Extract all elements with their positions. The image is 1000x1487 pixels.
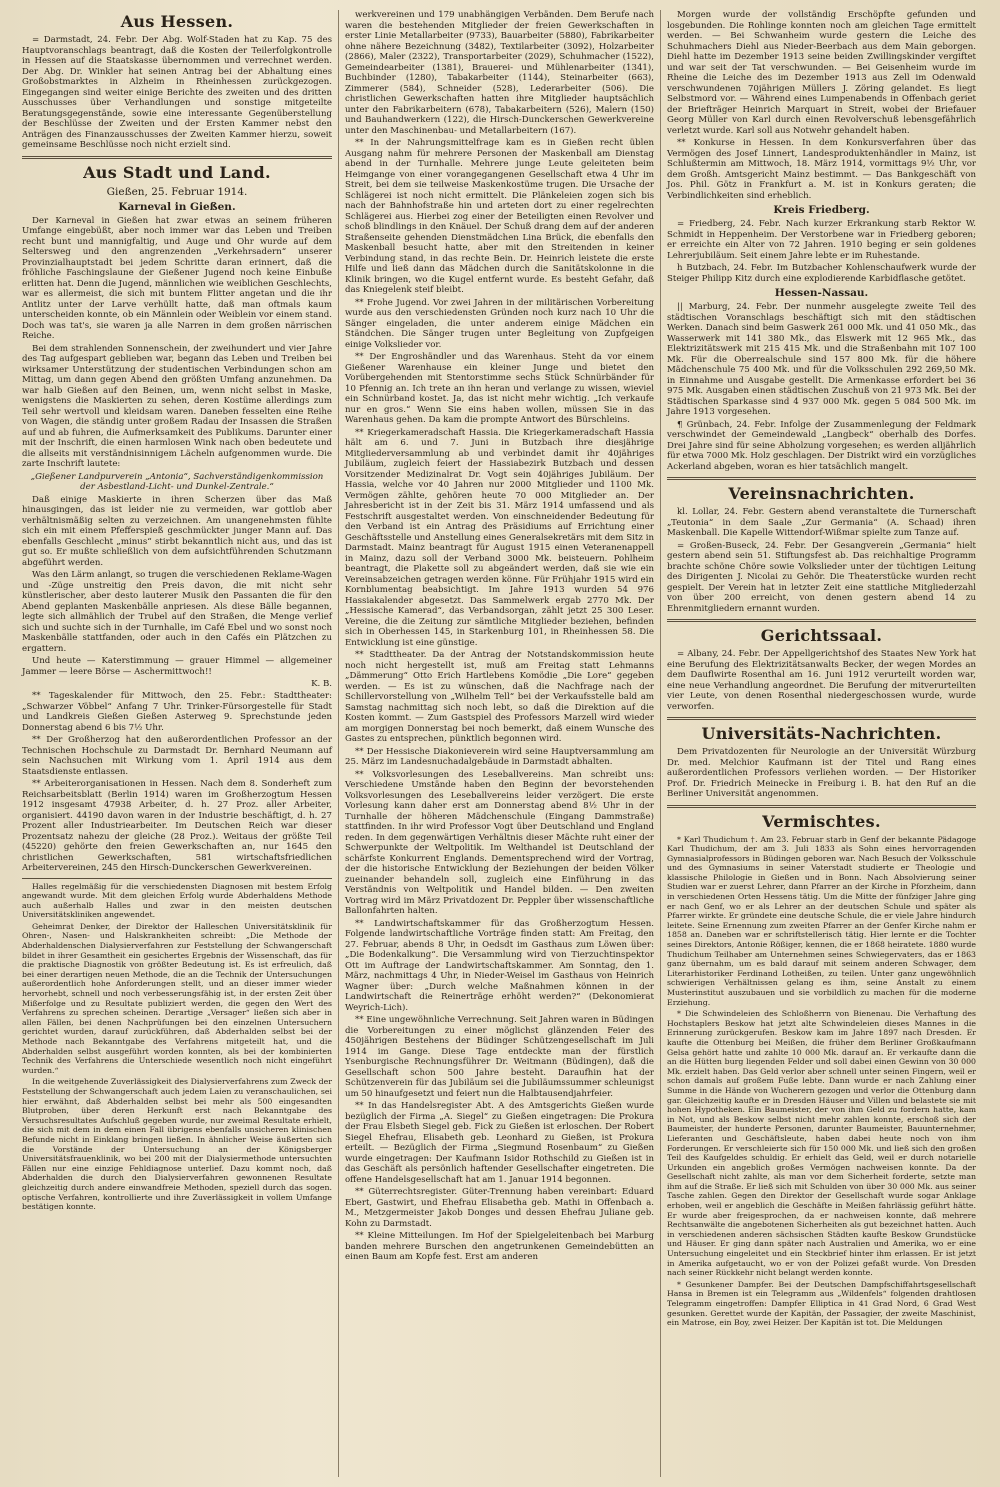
article-paragraph: In die weitgehende Zuverlässigkeit des Dialysierverfahrens zum Zweck der Feststellung der Schwangerschaft auch jedem Laien zu veranschaulichen, sei hier erwähnt, daß Abderhalden selbst bei mehr als 500 eingesandten Blutproben, über deren Herkunft erst nach Bekanntgabe des Versuchsresultates Aufschluß gegeben wurde, nur zweimal Resultate erhielt, die sich mit dem in dem einen Fall übrigens ebenfalls unsicheren klinischen Befunde nicht in Einklang bringen ließen. In ähnlicher Weise äußerten sich die Vorstände der Untersuchung an der Königsberger Universitätsfrauenklinik, wo bei 200 mit der Dialysiermethode untersuchten Fällen nur eine einzige Fehldiagnose unterlief. Dazu kommt noch, daß Abderhalden die durch den Dialysierverfahren gewonnenen Resultate gleichzeitig durch andere einwandfreie Methoden, speziell durch das sogen. optische Verfahren, kontrollierte und ihre Zuverlässigkeit in vollem Umfange bestätigen konnte. <box>22 1077 332 1212</box>
article-paragraph: ** Landwirtschaftskammer für das Großherzogtum Hessen. Folgende landwirtschaftliche Vorträge finden statt: Am Freitag, den 27. Februar, abends 8 Uhr, in Oedsdt im Gasthaus zum Löwen über: „Die Bodenkalkung“. Die Versammlung wird von Tierzuchtinspektor Ott im Auftrage der Landwirtschaftskammer. Am Sonntag, den 1. März, nachmittags 4 Uhr, in Nieder-Weisel im Gasthaus von Heinrich Wagner über: „Durch welche Maßnahmen können in der Landwirtschaft die Reinerträge erhöht werden?“ (Dekonomierat Weyrich-Lich). <box>345 918 654 1013</box>
article-paragraph: ** Kleine Mitteilungen. Im Hof der Spielgeleitenbach bei Marburg banden mehrere Burschen den angetrunkenen Gemeindebütten an einen Baum am Kopfe fest. Erst am anderen <box>345 1231 654 1262</box>
section-head-vermischtes: Vermischtes. <box>762 811 881 831</box>
section-head-aus-stadt-und-land: Aus Stadt und Land. <box>83 162 271 182</box>
article-paragraph: = Friedberg, 24. Febr. Nach kurzer Erkrankung starb Rektor W. Schmidt in Heppenheim. Der Verstorbene war in Friedberg geboren; er erreichte ein Alter von 72 Jahren. 1910 beging er sein goldenes Lehrerjubiläum. Seit einem Jahre lebte er im Ruhestande. <box>667 219 976 261</box>
article-paragraph: ¶ Grünbach, 24. Febr. Infolge der Zusammenlegung der Feldmark verschwindet der Gemeindewald „Langbeck“ oberhalb des Dorfes. Drei Jahre sind für seine Abholzung vorgesehen; es werden alljährlich für etwa 7000 Mk. Holz geschlagen. Der Distrikt wird ein vorzügliches Ackerland abgeben, woran es hier tatsächlich mangelt. <box>667 419 977 472</box>
divider <box>667 805 976 808</box>
article-paragraph: Morgen wurde der vollständig Erschöpfte gefunden und losgebunden. Die Rohlinge konnten noch am gleichen Tage ermittelt werden. — Bei Schwanheim wurde gestern die Leiche des Schuhmachers Diehl aus Nieder-Beerbach aus dem Main geborgen. Diehl hatte im Dezember 1913 seine beiden Zwillingskinder vergiftet und war seit der Tat verschwunden. — Bei Geisenheim wurde im Rheine die Leiche des im Dezember 1913 aus Zell im Odenwald verschwundenen 70jährigen Müllers J. Zöring gelandet. Es liegt Selbstmord vor. — Während eines Lumpenabends in Offenbach geriet der Briefträger Heinrich Marquart in Streit, wobei der Briefauer Georg Müller von Karl durch einen Revolverschuß lebensgefährlich verletzt wurde. Karl soll aus Notwehr gehandelt haben. <box>667 10 976 136</box>
divider <box>667 619 976 622</box>
dateline: Gießen, 25. Februar 1914. <box>106 185 248 198</box>
article-paragraph: h Butzbach, 24. Febr. Im Butzbacher Kohlenschaufwerk wurde der Steiger Philipp Kitz durch eine explodierende Karbidflasche getötet. <box>667 263 976 284</box>
article-paragraph: * Die Schwindeleien des Schloßherrn von Bienenau. Die Verhaftung des Hochstaplers Beskow hat jetzt alte Schwindeleien dieses Mannes in die Erinnerung zurückgerufen. Beskow kam im Jahre 1897 nach Dresden. Er kaufte die Ottenburg bei Meißen, die früher dem Berliner Großkaufmann Gelsa gehört hatte und zahlte 10 000 Mk. darauf an. Er verkaufte dann die an die Hütten burg liegenden Felder und soll dabei einen Gewinn von 30 000 Mk. erzielt haben. Das Geld verlor aber schnell unter seinen Fingern, weil er schon damals auf großem Fuße lebte. Dann wurde er nach Zahlung einer Summe in die Hände von Wucherern gezogen und verlor die Ottenburg dann gar. Gleichzeitig kaufte er in Dresden Häuser und Villen und belastete sie mit hohen Hypotheken. Ein Baumeister, der von ihm Geld zu fordern hatte, kam in Not, und als Beskow selbst nicht mehr zahlen konnte, erschoß sich der Baumeister, der hunderte Personen, darunter Baumeister, Bauunternehmer, Lieferanten und Geschäftsleute, haben dabei heute noch von ihm Forderungen. Er verschleierte sich für 150 000 Mk. und ließ sich den großen Teil des Kaufgeldes schuldig. Er erhielt das Geld, weil er durch notarielle Urkunden ein angeblich großes Vermögen nachweisen konnte. Da der Gesellschaft nicht zahlte, als man vor dem Sicherheit forderte, setzte man ihm auf die Straße. Er ließ sich mit Schulden von über 30 000 Mk. aus seiner Tasche zahlen. Gegen den Direktor der Gesellschaft wurde sogar Anklage erhoben, weil er angeblich die Geschäfte in Meißen fahrlässig geführt hätte. Er wurde aber freigesprochen, da er nachweisen konnte, daß mehrere Rechtsanwälte die angebotenen Sicherheiten als gut bezeichnet hatten. Auch in verschiedenen anderen sächsischen Städten kaufte Beskow Grundstücke und Häuser. Er ging dann später nach Australien und Amerika, wo er eine Untersuchung eingeleitet und ein Steckbrief hinter ihm erlassen. Er ist jetzt in Amerika aufgetaucht, wo er von der Polizei gefaßt wurde. Von Dresden nach seiner Rückkehr nicht belangt werden konnte. <box>667 1009 976 1278</box>
article-paragraph: Und heute — Katerstimmung — grauer Himmel — allgemeiner Jammer — leere Börse — Aschermittwoch!! <box>22 656 332 677</box>
article-paragraph: ** Konkurse in Hessen. In dem Konkursverfahren über das Vermögen des Josef Linnert, Landesproduktenhändler in Mainz, ist Schlußtermin am Mittwoch, 18. März 1914, vormittags 9½ Uhr, vor dem Großh. Amtsgericht Mainz bestimmt. — Das Bankgeschäft von Jos. Phil. Götz in Frankfurt a. M. ist in Konkurs geraten; die Verbindlichkeiten sind erheblich. <box>667 138 976 201</box>
article-paragraph: Daß einige Maskierte in ihren Scherzen über das Maß hinausgingen, das ist leider nie zu vermeiden, war gottlob aber verhältnismäßig selten zu verzeichnen. Am unangenehmsten fühlte sich ein mit einem Pfefferspieß geschmückter junger Mann auf. Das ebenfalls Geschlecht „minus“ stirbt bekanntlich nicht aus, und das ist gut so. Er mußte schließlich von dem aufsichtführenden Schutzmann abgeführt werden. <box>22 494 332 568</box>
section-head-aus-hessen: Aus Hessen. <box>120 12 234 31</box>
subhead-kreis-friedberg: Kreis Friedberg. <box>773 204 870 216</box>
article-paragraph: ** Kriegerkameradschaft Hassia. Die Kriegerkameradschaft Hassia hält am 6. und 7. Juni in Butzbach ihre diesjährige Mitgliederversammlung ab und verbindet damit ihr 40jähriges Jubiläum, zugleich feiert der Hassiabezirk Butzbach und dessen Vorsitzender Medizinalrat Dr. Vogt sein 40jähriges Jubiläum. Der Hassia, welche vor 40 Jahren nur 2000 Mitglieder und 1100 Mk. Vermögen zählte, gehören heute 70 000 Mitglieder an. Der Jahresbericht ist in der Zeit bis 31. März 1914 umfassend und als Festschrift ausgestaltet werden. Von einschneidender Bedeutung für den Verband ist ein Antrag des Präsidiums auf Errichtung einer Geschäftsstelle und Anstellung eines Generalsekretärs mit dem Sitz in Darmstadt. Mainz beantragt für August 1915 einen Veteranenappell in Mainz, dazu soll der Verband 3000 Mk. beisteuern. Pohlheim beantragt, die Plakette soll zu abgeändert werden, daß sie wie ein Vereinsabzeichen getragen werden könne. Für Frühjahr 1915 wird ein Kornblumentag beabsichtigt. Im Jahre 1913 wurden 54 976 Hassiakalender abgesetzt. Das Sammelwerk ergab 2770 Mk. Der „Hessische Kamerad“, das Verbandsorgan, zählt jetzt 25 300 Leser. Vereine, die die Zeitung zur sämtliche Mitglieder beziehen, befinden sich in Oberhessen 145, in Starkenburg 101, in Rheinhessen 58. Die Entwicklung ist eine günstige. <box>345 427 654 648</box>
section-head-universitaets-nachrichten: Universitäts-Nachrichten. <box>701 724 942 743</box>
article-paragraph: Der Karneval in Gießen hat zwar etwas an seinem früheren Umfange eingebüßt, aber noch immer war das Leben und Treiben recht bunt und mannigfaltig, und Auge und Ohr wurde auf dem Seltersweg und den angrenzenden „Verkehrsadern“ unserer Provinzialhauptstadt bei jedem Schritte daran erinnert, daß die fröhliche Faschingslaune der Gießener Jugend noch keine Einbuße erlitten hat. Denn die Jugend, männlichen wie weiblichen Geschlechts, war es allermeist, die sich mit buntem Flitter angetan und die ihr Antlitz unter der Larve verhüllt hatte, daß man oftmals kaum unterscheiden konnte, ob ein Männlein oder Weiblein vor einem stand. Doch was tat's, sie waren ja alle Narren in dem großen närrischen Reiche. <box>22 215 332 341</box>
article-paragraph: Was den Lärm anlangt, so trugen die verschiedenen Reklame-Wagen und -Züge unstreitig den Preis davon, die mit nicht sehr künstlerischer, aber desto lauterer Musik den Passanten die für den Abend geplanten Maskenbälle anpriesen. Als diese Bälle begannen, legte sich allmählich der Trubel auf den Straßen, die Menge verlief sich und suchte sich in der Turnhalle, im Café Ebel und wo sonst noch Maskenbälle stattfanden, oder auch in den Cafés ein Plätzchen zu ergattern. <box>22 570 332 654</box>
article-paragraph: ** Eine ungewöhnliche Verrechnung. Seit Jahren waren in Büdingen die Vorbereitungen zu einer möglichst glänzenden Feier des 450jährigen Bestehens der Büdinger Schützengesellschaft im Juli 1914 im Gange. Diese Tage entdeckte man der fürstlich Ysenburgische Rechnungsführer Dr. Weitmann (Büdingen), daß die Gesellschaft schon 500 Jahre besteht. Daraufhin hat der Schützenverein für das Jubiläum sei die Jubiläumssummer schleunigst um 50 hinaufgesetzt und feiert nun die Halbtausendjahrfeier. <box>345 1015 654 1099</box>
article-paragraph: Halles regelmäßig für die verschiedensten Diagnosen mit bestem Erfolg angewandt wurde. Mit dem gleichen Erfolg wurde Abderhaldens Methode auch außerhalb Halles und zwar in den meisten deutschen Universitätskliniken angewendet. <box>22 881 332 920</box>
article-paragraph: ** In der Nahrungsmittelfrage kam es in Gießen recht üblen Ausgang nahm für mehrere Personen der Maskenball am Dienstag abend in der Turnhalle. Mehrere junge Leute geleiteten beim Heimgange von einer vorangegangenen Gesellschaft etwa 4 Uhr im Streit, bei dem sie teilweise Maskenkostüme trugen. Die Ursache der Schlägerei ist noch nicht ermittelt. Die Plänkeleien zogen sich bis nach der Bahnhofstraße hin und arteten dort zu einer regelrechten Schlägerei aus. Hierbei zog einer der Beteiligten einen Revolver und schoß blindlings in den Knäuel. Der Schuß drang dem auf der anderen Straßenseite gehenden Dienstmädchen Lina Brück, die ebenfalls den Maskenball besucht hatte, aber mit den Streitenden in keiner Verbindung stand, in das rechte Bein. Dr. Heinrich leistete die erste Hilfe und ließ dann das Mädchen durch die Sanitätskolonne in die Klinik bringen, wo die Kugel entfernt wurde. Es besteht Gefahr, daß das Kniegelenk steif bleibt. <box>345 138 654 295</box>
author-signature: K. B. <box>311 679 332 689</box>
divider <box>22 156 332 159</box>
article-paragraph: ** Tageskalender für Mittwoch, den 25. Febr.: Stadttheater: „Schwarzer Vöbbel“ Anfang 7 Uhr. Trinker-Fürsorgestelle für Stadt und Landkreis Gießen Gießen Asterweg 9. Sprechstunde jeden Donnerstag abend 6 bis 7½ Uhr. <box>22 691 332 733</box>
column-2 <box>338 10 660 1477</box>
article-paragraph: ** Der Großherzog hat den außerordentlichen Professor an der Technischen Hochschule zu Darmstadt Dr. Bernhard Neumann auf sein Nachsuchen mit Wirkung vom 1. April 1914 aus dem Staatsdienste entlassen. <box>22 735 332 777</box>
inscription-quote: „Gießener Landpurverein „Antonia“, Sachverständigenkommission der Asbestland-Licht- und Dunkel-Zentrale.“ <box>30 471 324 492</box>
column-3 <box>660 10 982 1477</box>
article-paragraph: = Großen-Buseck, 24. Febr. Der Gesangverein „Germania“ hielt gestern abend sein 51. Stiftungsfest ab. Das reichhaltige Programm brachte schöne Chöre sowie Volkslieder unter der tüchtigen Leitung des Dirigenten J. Nicolai zu Gehör. Die Theaterstücke wurden recht gespielt. Der Verein hat in letzter Zeit eine stattliche Mitgliederzahl von über 200 erreicht, von denen gestern abend 14 zu Ehrenmitgliedern ernannt wurden. <box>667 540 976 614</box>
divider <box>667 717 976 720</box>
subhead-hessen-nassau: Hessen-Nassau. <box>774 287 869 299</box>
column-1 <box>16 10 338 1477</box>
article-paragraph: Geheimrat Denker, der Direktor der Halleschen Universitätsklinik für Ohren-, Nasen- und Halskrankheiten schreibt: „Die Methode der Abderhaldenschen Dialysierverfahren zur Feststellung der Schwangerschaft bildet in ihrer Gesamtheit ein gesichertes Ergebnis der Wissenschaft, das für die praktische Diagnostik von größter Bedeutung ist. Es ist erfreulich, daß bei einer derartigen neuen Methode, die an die Technik der Untersuchungen außerordentlich hohe Anforderungen stellt, und an dieser immer wieder hervorhebt, schnell und noch verbesserungsfähig ist, in der ersten Zeit über Mißerfolge und zu Resultate publiziert werden, die gegen den Wert des Verfahrens zu sprechen scheinen. Derartige „Versager“ ließen sich aber in allen Fällen, bei denen Nachprüfungen bei den einzelnen Untersuchern gerichtet wurden, darauf zurückführen, daß Abderhalden selbst bei der Methode nach Bekanntgabe des Verfahrens mitgeteilt hat, und die Abderhalden selbst ausgeführt worden konnten, als bei der kombinierten Technik des Verfahrens die Unterschiede wesentlich noch nicht eingeführt wurden.“ <box>22 921 332 1075</box>
divider <box>22 878 332 879</box>
article-paragraph: * Karl Thudichum †. Am 23. Februar starb in Genf der bekannte Pädagoge Karl Thudichum, der am 3. Juli 1833 als Sohn eines hervorragenden Gymnasialprofessors in Büdingen geboren war. Nach Besuch der Volksschule und des Gymnasiums in seiner Vaterstadt studierte er Theologie und klassische Philologie in Gießen und in Bonn. Nach Absolvierung seiner Studien war er zuerst Lehrer, dann Pfarrer an der Kirche in Pforzheim, dann in verschiedenen Orten Hessens tätig. Um die Mitte der fünfziger Jahre ging er nach Genf, wo er als Lehrer an der deutschen Schule und später als Pfarrer wirkte. Er gründete eine deutsche Schule, die er viele Jahre hindurch leitete. Seine Ernennung zum zweiten Pfarrer an der Genfer Kirche nahm er 1858 an. Daneben war er schriftstellerisch tätig. Hier lernte er die Tochter seines Direktors, Antonie Rößiger, kennen, die er 1868 heiratete. 1880 wurde Thudichum Teilhaber am Unternehmen seines Schwiegervaters, das er 1863 ganz übernahm, um es bald darauf mit seinem anderen Schwager, dem Literarhistoriker Ferdinand Lotheißen, zu teilen. Unter ganz ungewöhnlich schwierigen Verhältnissen gelang es ihm, seine Anstalt zu einem Musterinstitut auszubauen und sie vorbildlich zu machen für die moderne Erziehung. <box>667 834 976 1007</box>
columns <box>16 10 984 1477</box>
article-paragraph: ** Arbeiterorganisationen in Hessen. Nach dem 8. Sonderheft zum Reichsarbeitsblatt (Berlin 1914) waren im Großherzogtum Hessen 1912 insgesamt 47938 Arbeiter, d. h. 27 Proz. aller Arbeiter, organisiert. 44190 davon waren in der Industrie beschäftigt, d. h. 27 Prozent aller Industriearbeiter. Im Deutschen Reich war dieser Prozentsatz nahezu der gleiche (28 Proz.). Weitaus der größte Teil (45220) gehörte den freien Gewerkschaften an, nur 1645 den christlichen Gewerkschaften, 581 wirtschaftsfriedlichen Arbeitervereinen, 245 den Hirsch-Dunckerschen Gewerkvereinen. <box>22 779 332 873</box>
article-paragraph: * Gesunkener Dampfer. Bei der Deutschen Dampfschiffahrtsgesellschaft Hansa in Bremen ist ein Telegramm aus „Wildenfels“ folgenden drahtlosen Telegramm eingetroffen: Dampfer Elliptica in 41 Grad Nord, 6 Grad West gesunken. Gerettet wurde der Kapitän, der Passagier, der zweite Maschinist, ein Matrose, ein Boy, zwei Heizer. Der Kapitän ist tot. Die Meldungen <box>667 1279 976 1328</box>
article-paragraph: || Marburg, 24. Febr. Der nunmehr ausgelegte zweite Teil des städtischen Voranschlags beschäftigt sich mit den städtischen Werken. Danach sind beim Gaswerk 261 000 Mk. und 41 050 Mk., das Wasserwerk mit 141 380 Mk., das Elswerk mit 12 965 Mk., das Elektrizitätswerk mit 215 415 Mk. und die Straßenbahn mit 107 100 Mk. Für die Oberrealschule sind 157 800 Mk. für die höhere Mädchenschule 75 400 Mk. und für die Volksschulen 292 269,50 Mk. in Einnahme und Ausgabe gestellt. Die Armenkasse erfordert bei 36 975 Mk. Ausgaben einen städtischen Zuschuß von 21 973 Mk. Bei der Städtischen Sparkasse sind 4 937 000 Mk. gegen 5 084 500 Mk. im Jahre 1913 vorgesehen. <box>667 302 976 417</box>
article-paragraph: werkvereinen und 179 unabhängigen Verbänden. Dem Berufe nach waren die bestehenden Mitglieder der freien Gewerkschaften in erster Linie Metallarbeiter (9733), Bauarbeiter (5880), Fabrikarbeiter ohne nähere Bezeichnung (3482), Textilarbeiter (3092), Holzarbeiter (2866), Maler (2322), Transportarbeiter (2029), Schuhmacher (1522), Gemeindearbeiter (1381), Brauerei- und Mühlenarbeiter (1341), Buchbinder (1280), Tabakarbeiter (1144), Steinarbeiter (663), Zimmerer (584), Schneider (528), Lederarbeiter (506). Die christlichen Gewerkschaften hatten ihre Mitglieder hauptsächlich unter den Fabrikarbeitern (678), Tabakarbeitern (526), Malern (150) und Bauhandwerkern (122), die Hirsch-Dunckerschen Gewerkvereine unter den Maschinenbau- und Metallarbeitern (167). <box>345 10 654 136</box>
subhead-karneval: Karneval in Gießen. <box>118 200 236 213</box>
article-paragraph: Bei dem strahlenden Sonnenschein, der zweihundert und vier Jahre des Tag aufgespart geblieben war, begann das Leben und Treiben bei wirksamer Unterstützung der studentischen Verbindungen schon am Mittag, um dann gegen Abend den größten Umfang anzunehmen. Da war halb Gießen auf den Beinen, um, wenn nicht selbst in Maske, wenigstens die Maskierten zu sehen, deren Kostüme allerdings zum Teil sehr wertvoll und kleidsam waren. Daneben fesselten eine Reihe von Wagen, die ständig unter großem Radau der Insassen die Straßen auf und ab fuhren, die Aufmerksamkeit des Publikums. Darunter einer mit der Inschrift, die einen harmlosen Wink nach oben bedeutete und die allseits mit verständnisinnigem Lächeln aufgenommen wurde. Die zarte Inschrift lautete: <box>22 343 332 469</box>
article-paragraph: ** Der Engroshändler und das Warenhaus. Steht da vor einem Gießener Warenhause ein kleiner Junge und bietet den Vorübergehenden mit Stentorstimme sechs Stück Schnürbänder für 10 Pfennig an. Ich trete an ihn heran und verlange zu wissen, wieviel ein Schnürband kostet. Ja, das ist nicht mehr wichtig. „Ich verkaufe nur en gros.“ Wenn Sie eins haben wollen, müssen Sie in das Warenhaus gehen. Da kam die prompte Antwort des Bürschleins. <box>345 352 654 425</box>
article-paragraph: = Albany, 24. Febr. Der Appellgerichtshof des Staates New York hat eine Berufung des Elektrizitätsanwalts Becker, der wegen Mordes an dem Dauflwirte Rosenthal am 16. Juni 1912 verurteilt worden war, eine neue Verhandlung angeordnet. Die Berufung der mitverurteilten vier Leute, von denen Rosenthal niedergeschossen wurde, wurde verworfen. <box>667 649 976 712</box>
article-paragraph: = Darmstadt, 24. Febr. Der Abg. Wolf-Staden hat zu Kap. 75 des Hauptvoranschlags beantragt, daß die Kosten der Teilerfolgkontrolle in Hessen auf die Staatskasse übernommen und verrechnet werden. Der Abg. Dr. Winkler hat seinen Antrag bei der Abhaltung eines Großobstmarktes in Alzheim in Rheinhessen zurückgezogen. Eingegangen sind weiter einige Berichte des zweiten und des dritten Ausschusses über Verhandlungen und sonstige mitgeteilte Beratungsgegenstände, sowie eine interessante Gegenüberstellung der Beschlüsse der Zweiten und der Ersten Kammer nebst den Anträgen des Finanzausschusses der Zweiten Kammer hierzu, soweit gemeinsame Beschlüsse noch nicht erzielt sind. <box>22 35 332 150</box>
article-paragraph: ** Stadttheater. Da der Antrag der Notstandskommission heute noch nicht hergestellt ist, muß am Freitag statt Lehmanns „Dämmerung“ Otto Erich Hartlebens Komödie „Die Lore“ gegeben werden. — Es ist zu wünschen, daß die Nachfrage nach der Schillervorstellung von „Wilhelm Tell“ bei der Verkaufsstelle bald am Samstag nachmittag sich noch lebt, so daß die Direktion auf die Kosten kommt. — Zum Gastspiel des Professors Marzell wird wieder am morgigen Donnerstag bei noch bemerkt, daß einem Wunsche des Gastes zu entsprechen, pünktlich begonnen wird. <box>345 650 654 744</box>
section-head-vereinsnachrichten: Vereinsnachrichten. <box>728 484 915 503</box>
article-paragraph: ** Güterrechtsregister. Güter-Trennung haben vereinbart: Eduard Ebert, Gastwirt, und Ehefrau Elisabetha geb. Mathi in Offenbach a. M., Metzgermeister Jakob Donges und dessen Ehefrau Juliane geb. Kohn zu Darmstadt. <box>345 1187 654 1229</box>
article-paragraph: ** In das Handelsregister Abt. A des Amtsgerichts Gießen wurde bezüglich der Firma „A. Siegel“ zu Gießen eingetragen: Die Prokura der Frau Elsbeth Siegel geb. Fick zu Gießen ist erloschen. Der Robert Siegel Ehefrau, Elisabeth geb. Leonhard zu Gießen, ist Prokura erteilt. — Bezüglich der Firma „Siegmund Rosenbaum“ zu Gießen wurde eingetragen: Der Kaufmann Isidor Rothschild zu Gießen ist in das Geschäft als persönlich haftender Gesellschafter eingetreten. Die offene Handelsgesellschaft hat am 1. Januar 1914 begonnen. <box>345 1101 654 1185</box>
article-paragraph: Dem Privatdozenten für Neurologie an der Universität Würzburg Dr. med. Melchior Kaufmann ist der Titel und Rang eines außerordentlichen Professors verliehen worden. — Der Historiker Prof. Dr. Friedrich Meinecke in Freiburg i. B. hat den Ruf an die Berliner Universität angenommen. <box>667 747 976 799</box>
section-head-gerichtssaal: Gerichtssaal. <box>760 626 883 645</box>
article-paragraph: ** Der Hessische Diakonieverein wird seine Hauptversammlung am 25. März im Landesnuchadalgebäude in Darmstadt abhalten. <box>345 746 654 767</box>
article-paragraph: ** Volksvorlesungen des Leseballvereins. Man schreibt uns: Verschiedene Umstände haben den Beginn der bevorstehenden Volksvorlesungen des Leseballvereins leider verzögert. Die erste Vorlesung kann daher erst am Donnerstag abend 8½ Uhr in der Turnhalle der höheren Mädchenschule (Eingang Dammstraße) stattfinden. In ihr wird Professor Vogt über Deutschland und England reden. In dem gegenwärtigen Verhältnis dieser Mächte ruht einer der Schwerpunkte der Weltpolitik. Im Welthandel ist Deutschland der schärfste Konkurrent Englands. Dementsprechend wird der Vortrag, der die historische Entwicklung der Beziehungen der beiden Völker zueinander behandeln soll, zugleich eine Einführung in das Verständnis von Weltpolitik und Handel bilden. — Den zweiten Vortrag wird im März Privatdozent Dr. Peppler über wissenschaftliche Ballonfahrten halten. <box>345 769 654 916</box>
divider <box>667 477 976 480</box>
article-paragraph: kl. Lollar, 24. Febr. Gestern abend veranstaltete die Turnerschaft „Teutonia“ in dem Saale „Zur Germania“ (A. Schaad) ihren Maskenball. Die Kapelle Wittendorf-Wißmar spielte zum Tanze auf. <box>667 507 976 538</box>
article-paragraph: ** Frohe Jugend. Vor zwei Jahren in der militärischen Vorbereitung wurde aus den verschiedensten Gründen noch kurz nach 10 Uhr die Sänger eingeladen, die unter anderem einige Mädchen ein Ständchen. Die Sänger trugen unter Begleitung von Zupfgeigen einige Volkslieder vor. <box>345 297 654 350</box>
